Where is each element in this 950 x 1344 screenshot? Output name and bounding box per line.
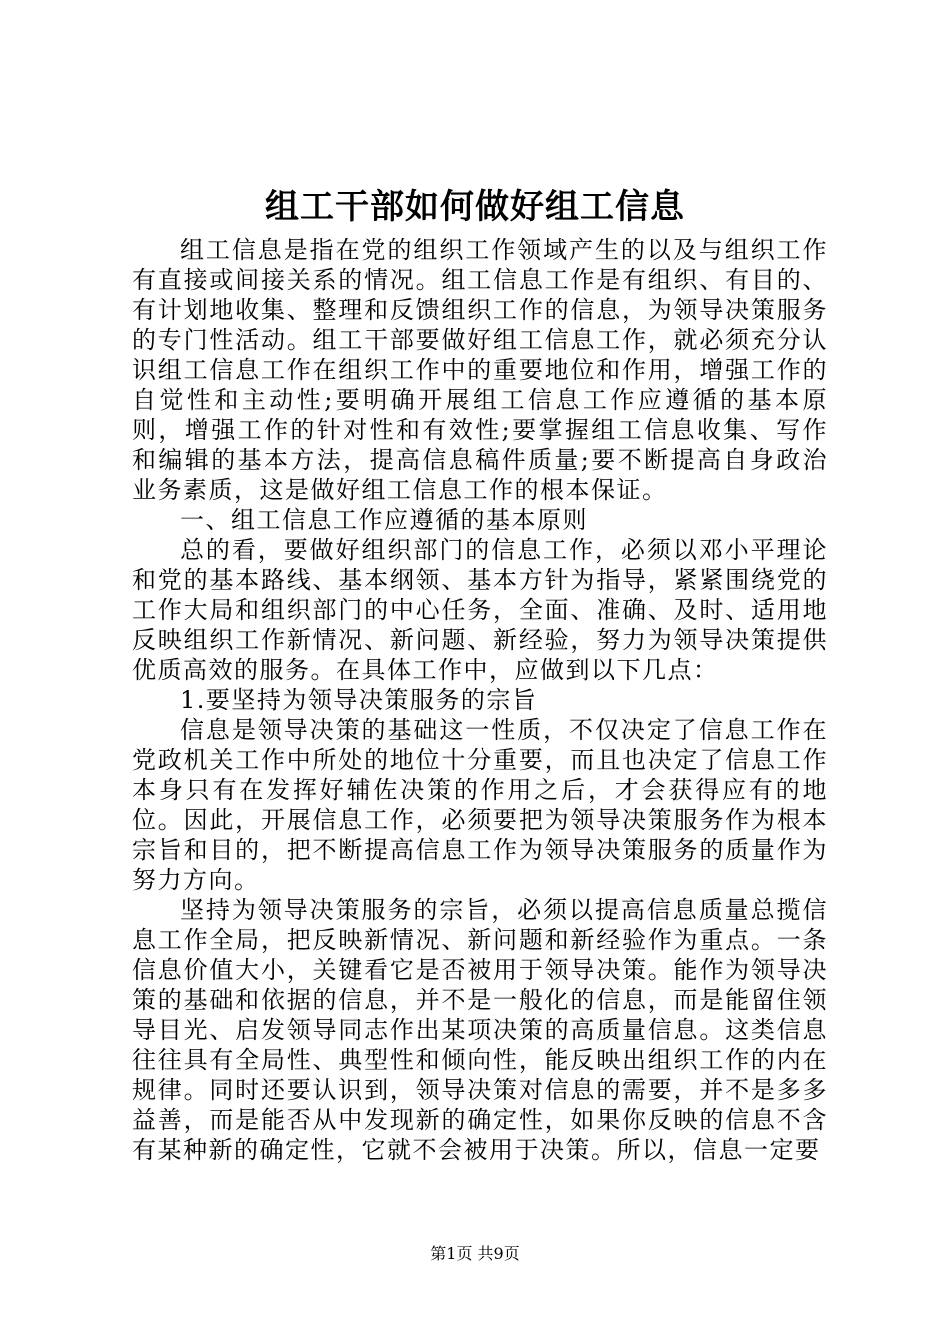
intro-paragraph: 组工信息是指在党的组织工作领域产生的以及与组织工作有直接或间接关系的情况。组工信息工作是有组织、有目的、有计划地收集、整理和反馈组织工作的信息，为领导决策服务的专门性活动。组工干部要做好组工信息工作，就必须充分认识组工信息工作在组织工作中的重要地位和作用，增强工作的自觉性和主动性;要明确开展组工信息工作应遵循的基本原则，增强工作的针对性和有效性;要掌握组工信息收集、写作和编辑的基本方法，提高信息稿件质量;要不断提高自身政治业务素质，这是做好组工信息工作的根本保证。 [132, 236, 828, 504]
point-1-heading: 1.要坚持为领导决策服务的宗旨 [180, 686, 538, 714]
document-title: 组工干部如何做好组工信息 [265, 187, 685, 227]
section-1-paragraph: 总的看，要做好组织部门的信息工作，必须以邓小平理论和党的基本路线、基本纲领、基本方针为指导，紧紧围绕党的工作大局和组织部门的中心任务，全面、准确、及时、适用地反映组织工作新情况、新问题、新经验，努力为领导决策提供优质高效的服务。在具体工作中，应做到以下几点： [132, 536, 828, 684]
page-number-footer: 第1页 共9页 [430, 1244, 520, 1263]
section-1-heading: 一、组工信息工作应遵循的基本原则 [180, 506, 588, 534]
point-1-paragraph-1: 信息是领导决策的基础这一性质，不仅决定了信息工作在党政机关工作中所处的地位十分重要，而且也决定了信息工作本身只有在发挥好辅佐决策的作用之后，才会获得应有的地位。因此，开展信息工作，必须要把为领导决策服务作为根本宗旨和目的，把不断提高信息工作为领导决策服务的质量作为努力方向。 [132, 716, 828, 894]
point-1-paragraph-2: 坚持为领导决策服务的宗旨，必须以提高信息质量总揽信息工作全局，把反映新情况、新问题和新经验作为重点。一条信息价值大小，关键看它是否被用于领导决策。能作为领导决策的基础和依据的信息，并不是一般化的信息，而是能留住领导目光、启发领导同志作出某项决策的高质量信息。这类信息往往具有全局性、典型性和倾向性，能反映出组织工作的内在规律。同时还要认识到，领导决策对信息的需要，并不是多多益善，而是能否从中发现新的确定性，如果你反映的信息不含有某种新的确定性，它就不会被用于决策。所以，信息一定要 [132, 896, 828, 1164]
document-body [132, 235, 828, 1165]
